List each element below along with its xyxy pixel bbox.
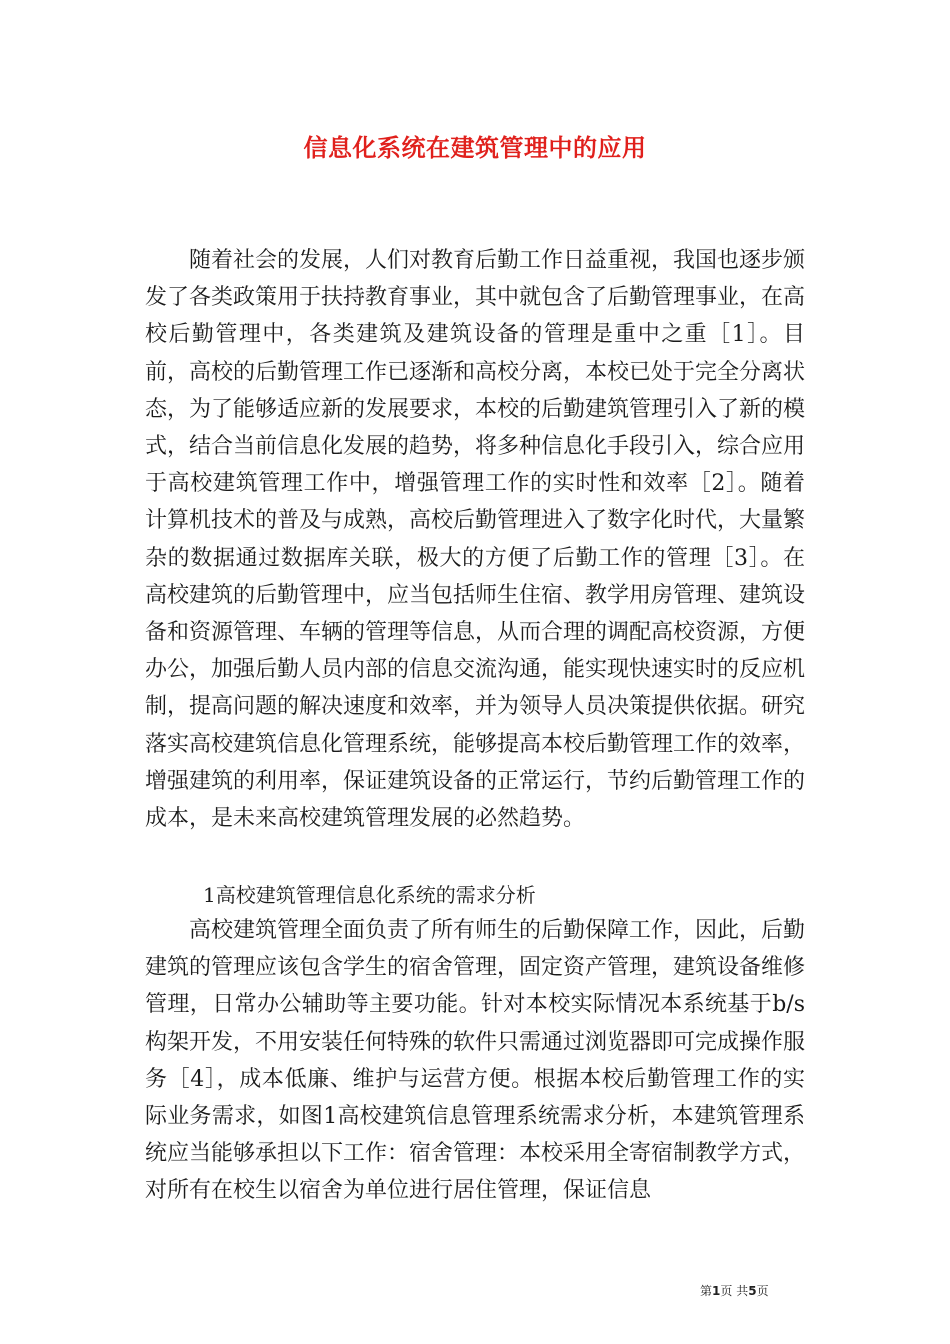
footer-middle: 页 共 [720, 1284, 749, 1298]
footer-suffix: 页 [756, 1284, 769, 1298]
footer-current-page: 1 [712, 1284, 721, 1298]
intro-paragraph: 随着社会的发展，人们对教育后勤工作日益重视，我国也逐步颁发了各类政策用于扶持教育事业，其中就包含了后勤管理事业，在高校后勤管理中，各类建筑及建筑设备的管理是重中之重［1］。目前，高校的后勤管理工作已逐渐和高校分离，本校已处于完全分离状态，为了能够适应新的发展要求，本校的后勤建筑管理引入了新的模式，结合当前信息化发展的趋势，将多种信息化手段引入，综合应用于高校建筑管理工作中，增强管理工作的实时性和效率［2］。随着计算机技术的普及与成熟，高校后勤管理进入了数字化时代，大量繁杂的数据通过数据库关联，极大的方便了后勤工作的管理［3］。在高校建筑的后勤管理中，应当包括师生住宿、教学用房管理、建筑设备和资源管理、车辆的管理等信息，从而合理的调配高校资源，方便办公，加强后勤人员内部的信息交流沟通，能实现快速实时的反应机制，提高问题的解决速度和效率，并为领导人员决策提供依据。研究落实高校建筑信息化管理系统，能够提高本校后勤管理工作的效率，增强建筑的利用率，保证建筑设备的正常运行，节约后勤管理工作的成本，是未来高校建筑管理发展的必然趋势。 [145, 248, 806, 832]
section-paragraph: 高校建筑管理全面负责了所有师生的后勤保障工作，因此，后勤建筑的管理应该包含学生的宿舍管理，固定资产管理，建筑设备维修管理，日常办公辅助等主要功能。针对本校实际情况本系统基于b/s构架开发，不用安装任何特殊的软件只需通过浏览器即可完成操作服务［4］，成本低廉、维护与运营方便。根据本校后勤管理工作的实际业务需求，如图1高校建筑信息管理系统需求分析，本建筑管理系统应当能够承担以下工作：宿舍管理：本校采用全寄宿制教学方式，对所有在校生以宿舍为单位进行居住管理，保证信息 [145, 918, 806, 1204]
footer-prefix: 第 [700, 1284, 713, 1298]
page-footer [700, 1282, 769, 1299]
document-title: 信息化系统在建筑管理中的应用 [303, 134, 647, 162]
section-heading: 1高校建筑管理信息化系统的需求分析 [203, 883, 536, 907]
footer-total-pages: 5 [748, 1284, 757, 1298]
